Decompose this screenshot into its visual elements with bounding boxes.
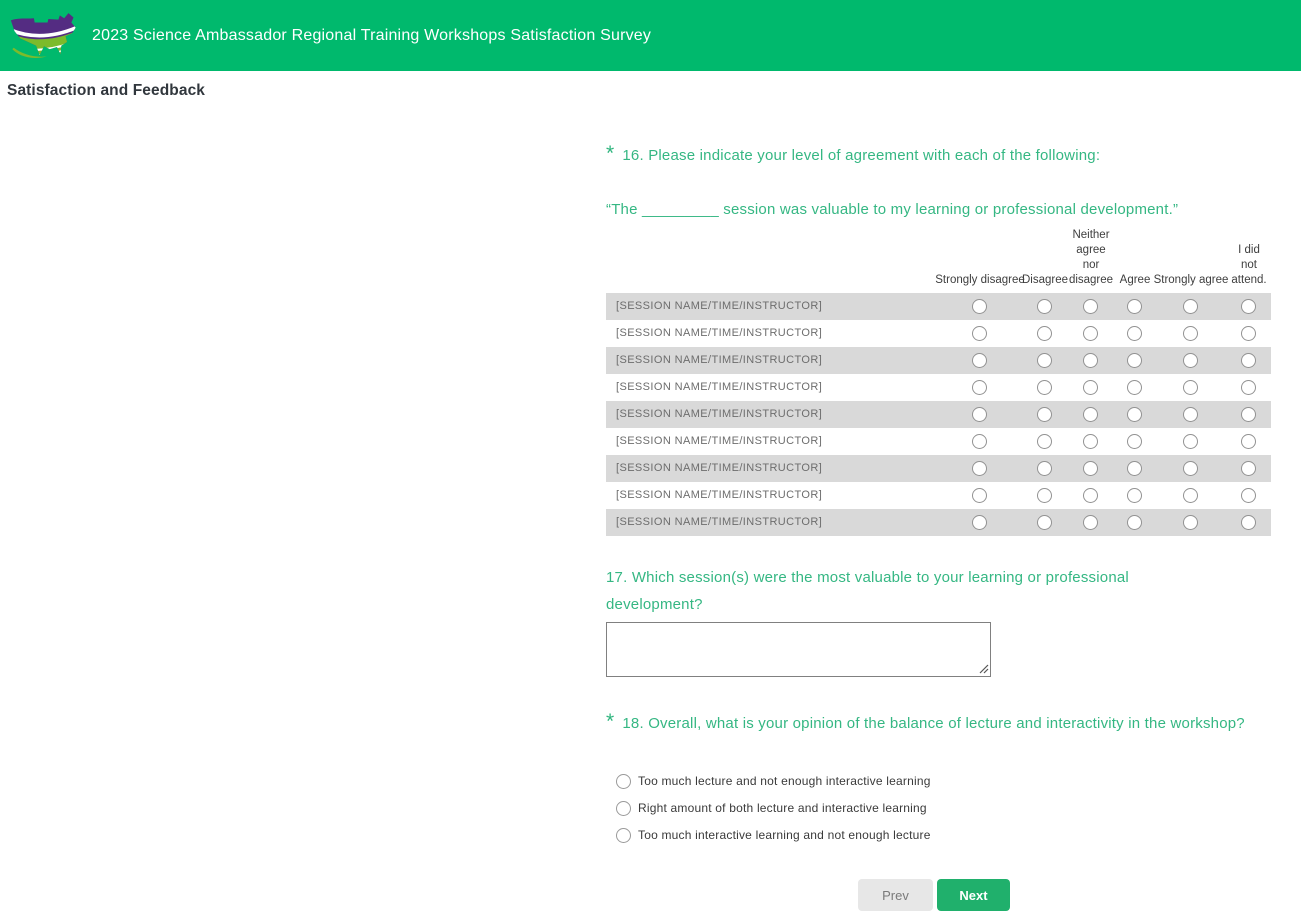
matrix-row-label: [SESSION NAME/TIME/INSTRUCTOR] xyxy=(616,327,823,339)
radio-disagree[interactable] xyxy=(1037,488,1052,503)
us-map-logo-icon xyxy=(8,7,80,64)
radio-agree[interactable] xyxy=(1127,461,1142,476)
required-asterisk: * xyxy=(606,710,615,733)
radio-strongly-agree[interactable] xyxy=(1183,299,1198,314)
matrix-row xyxy=(606,320,1271,347)
radio-did-not-attend[interactable] xyxy=(1241,353,1256,368)
radio-neither[interactable] xyxy=(1083,299,1098,314)
radio-strongly-disagree[interactable] xyxy=(972,515,987,530)
radio-disagree[interactable] xyxy=(1037,299,1052,314)
radio-strongly-disagree[interactable] xyxy=(972,434,987,449)
radio-strongly-disagree[interactable] xyxy=(972,326,987,341)
column-header-strongly-agree: Strongly agree xyxy=(1153,274,1229,286)
option-label: Right amount of both lecture and interactive learning xyxy=(638,801,927,815)
radio-strongly-disagree[interactable] xyxy=(972,353,987,368)
matrix-row xyxy=(606,509,1271,536)
column-header-neither: Neither agree nor disagree xyxy=(1068,229,1114,286)
radio-strongly-agree[interactable] xyxy=(1183,326,1198,341)
prev-button[interactable]: Prev xyxy=(858,879,933,911)
radio-did-not-attend[interactable] xyxy=(1241,515,1256,530)
radio-strongly-agree[interactable] xyxy=(1183,380,1198,395)
q18-option-right-amount[interactable] xyxy=(616,800,927,816)
survey-header-bar xyxy=(0,0,1301,71)
matrix-row xyxy=(606,374,1271,401)
question-18-title-text: 18. Overall, what is your opinion of the balance of lecture and interactivity in the workshop? xyxy=(622,715,1245,732)
radio-disagree[interactable] xyxy=(1037,353,1052,368)
matrix-row xyxy=(606,401,1271,428)
question-16-title-text: 16. Please indicate your level of agreement with each of the following: xyxy=(622,147,1101,164)
column-header-strongly-disagree: Strongly disagree xyxy=(935,274,1025,286)
question-17-title: 17. Which session(s) were the most valuable to your learning or professional development? xyxy=(606,569,1129,613)
radio-did-not-attend[interactable] xyxy=(1241,407,1256,422)
radio-agree[interactable] xyxy=(1127,380,1142,395)
radio-strongly-agree[interactable] xyxy=(1183,407,1198,422)
radio-agree[interactable] xyxy=(1127,515,1142,530)
radio-agree[interactable] xyxy=(1127,299,1142,314)
matrix-table xyxy=(606,293,1271,536)
radio-strongly-disagree[interactable] xyxy=(972,299,987,314)
radio-neither[interactable] xyxy=(1083,488,1098,503)
option-label: Too much lecture and not enough interactive learning xyxy=(638,774,931,788)
radio-neither[interactable] xyxy=(1083,461,1098,476)
question-17-answer-wrap xyxy=(606,622,991,677)
radio-neither[interactable] xyxy=(1083,407,1098,422)
radio-disagree[interactable] xyxy=(1037,515,1052,530)
question-17-textarea[interactable] xyxy=(606,622,991,677)
required-asterisk: * xyxy=(606,142,615,165)
radio-agree[interactable] xyxy=(1127,488,1142,503)
option-label: Too much interactive learning and not enough lecture xyxy=(638,828,931,842)
radio-disagree[interactable] xyxy=(1037,461,1052,476)
radio-strongly-disagree[interactable] xyxy=(972,407,987,422)
radio-neither[interactable] xyxy=(1083,380,1098,395)
radio-did-not-attend[interactable] xyxy=(1241,299,1256,314)
radio-strongly-agree[interactable] xyxy=(1183,353,1198,368)
survey-title: 2023 Science Ambassador Regional Training Workshops Satisfaction Survey xyxy=(92,26,652,44)
radio-neither[interactable] xyxy=(1083,326,1098,341)
radio-neither[interactable] xyxy=(1083,434,1098,449)
radio-agree[interactable] xyxy=(1127,434,1142,449)
radio-strongly-disagree[interactable] xyxy=(972,380,987,395)
matrix-row-label: [SESSION NAME/TIME/INSTRUCTOR] xyxy=(616,300,823,312)
radio-did-not-attend[interactable] xyxy=(1241,380,1256,395)
radio-strongly-disagree[interactable] xyxy=(972,488,987,503)
column-header-did-not-attend: I did not attend. xyxy=(1231,244,1267,286)
q18-option-too-much-interactive[interactable] xyxy=(616,827,931,843)
radio-neither[interactable] xyxy=(1083,515,1098,530)
radio-disagree[interactable] xyxy=(1037,326,1052,341)
radio-strongly-agree[interactable] xyxy=(1183,488,1198,503)
radio-strongly-agree[interactable] xyxy=(1183,461,1198,476)
radio-did-not-attend[interactable] xyxy=(1241,461,1256,476)
matrix-row xyxy=(606,482,1271,509)
matrix-row-label: [SESSION NAME/TIME/INSTRUCTOR] xyxy=(616,408,823,420)
question-16-title xyxy=(606,140,1286,169)
matrix-row-label: [SESSION NAME/TIME/INSTRUCTOR] xyxy=(616,462,823,474)
radio-icon[interactable] xyxy=(616,774,631,789)
radio-strongly-disagree[interactable] xyxy=(972,461,987,476)
radio-did-not-attend[interactable] xyxy=(1241,488,1256,503)
column-header-agree: Agree xyxy=(1119,274,1151,286)
matrix-row xyxy=(606,455,1271,482)
radio-disagree[interactable] xyxy=(1037,407,1052,422)
radio-neither[interactable] xyxy=(1083,353,1098,368)
matrix-row xyxy=(606,347,1271,374)
matrix-row-label: [SESSION NAME/TIME/INSTRUCTOR] xyxy=(616,435,823,447)
question-18-title xyxy=(606,708,1256,737)
radio-strongly-agree[interactable] xyxy=(1183,434,1198,449)
page-section-title: Satisfaction and Feedback xyxy=(7,82,206,99)
radio-disagree[interactable] xyxy=(1037,380,1052,395)
radio-did-not-attend[interactable] xyxy=(1241,434,1256,449)
radio-agree[interactable] xyxy=(1127,353,1142,368)
column-header-disagree: Disagree xyxy=(1021,274,1069,286)
radio-did-not-attend[interactable] xyxy=(1241,326,1256,341)
matrix-row-label: [SESSION NAME/TIME/INSTRUCTOR] xyxy=(616,381,823,393)
matrix-row xyxy=(606,428,1271,455)
radio-agree[interactable] xyxy=(1127,407,1142,422)
matrix-row-label: [SESSION NAME/TIME/INSTRUCTOR] xyxy=(616,354,823,366)
question-16-subtitle: “The _________ session was valuable to my learning or professional development.” xyxy=(606,201,1179,218)
radio-icon[interactable] xyxy=(616,801,631,816)
radio-agree[interactable] xyxy=(1127,326,1142,341)
next-button[interactable]: Next xyxy=(937,879,1010,911)
radio-strongly-agree[interactable] xyxy=(1183,515,1198,530)
q18-option-too-much-lecture[interactable] xyxy=(616,773,931,789)
matrix-column-headers xyxy=(606,228,1271,291)
matrix-row xyxy=(606,293,1271,320)
radio-icon[interactable] xyxy=(616,828,631,843)
matrix-row-label: [SESSION NAME/TIME/INSTRUCTOR] xyxy=(616,516,823,528)
radio-disagree[interactable] xyxy=(1037,434,1052,449)
matrix-row-label: [SESSION NAME/TIME/INSTRUCTOR] xyxy=(616,489,823,501)
